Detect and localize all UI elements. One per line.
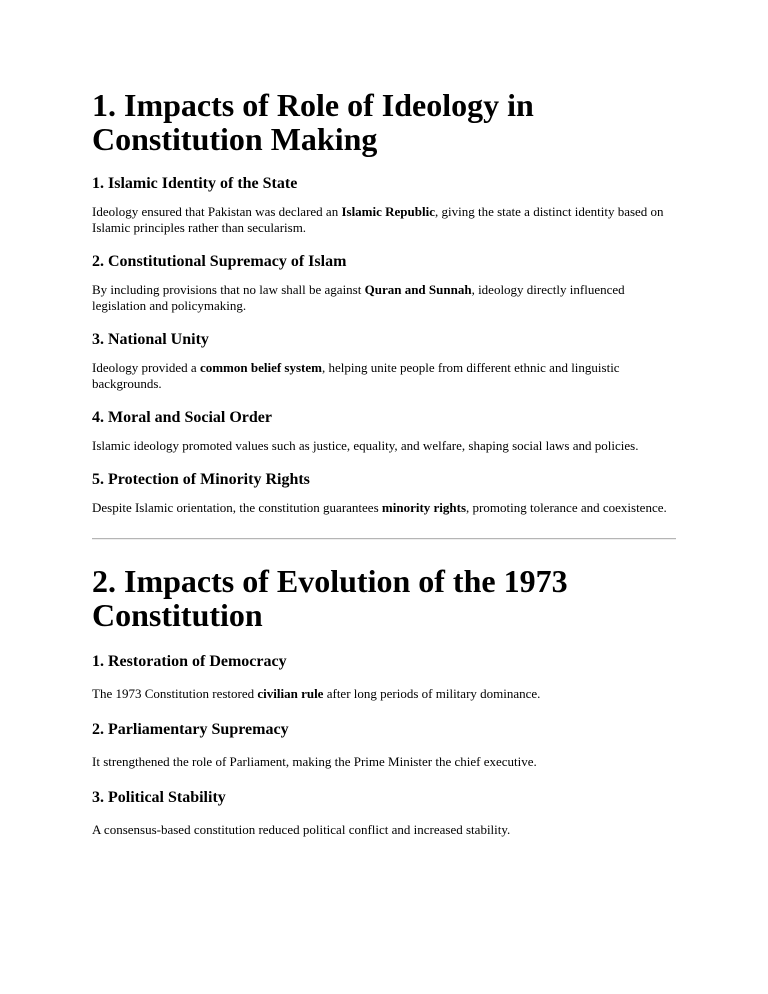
emphasis: Islamic Republic [341,204,435,219]
item-body: Ideology ensured that Pakistan was declared an Islamic Republic, giving the state a distinct identity based on Islamic principles rather than secularism. [92,204,664,235]
item-heading: 5. Protection of Minority Rights [92,471,310,488]
item-heading: 3. National Unity [92,331,209,348]
item-heading: 1. Restoration of Democracy [92,653,287,670]
item-body: Despite Islamic orientation, the constitution guarantees minority rights, promoting tolerance and coexistence. [92,500,667,515]
item-heading: 1. Islamic Identity of the State [92,175,298,192]
item-heading: 3. Political Stability [92,789,226,806]
section-ideology [92,88,676,516]
section-title: 2. Impacts of Evolution of the 1973 Constitution [92,563,568,633]
section-1973-constitution [92,564,676,838]
emphasis: civilian rule [257,686,324,701]
section-title: 1. Impacts of Role of Ideology in Constitution Making [92,87,534,157]
item-body: It strengthened the role of Parliament, making the Prime Minister the chief executive. [92,754,537,769]
item-body: By including provisions that no law shall be against Quran and Sunnah, ideology directly influenced legislation and policymaking. [92,282,625,313]
item-body: The 1973 Constitution restored civilian rule after long periods of military dominance. [92,686,541,701]
item-body: A consensus-based constitution reduced political conflict and increased stability. [92,822,511,837]
emphasis: Quran and Sunnah [364,282,472,297]
emphasis: minority rights [381,500,467,515]
item-body: Islamic ideology promoted values such as justice, equality, and welfare, shaping social laws and policies. [92,438,639,453]
item-heading: 2. Parliamentary Supremacy [92,721,289,738]
section-divider [92,538,676,540]
item-body: Ideology provided a common belief system, helping unite people from different ethnic and linguistic backgrounds. [92,360,620,391]
item-heading: 4. Moral and Social Order [92,409,272,426]
item-heading: 2. Constitutional Supremacy of Islam [92,253,347,270]
emphasis: common belief system [199,360,322,375]
